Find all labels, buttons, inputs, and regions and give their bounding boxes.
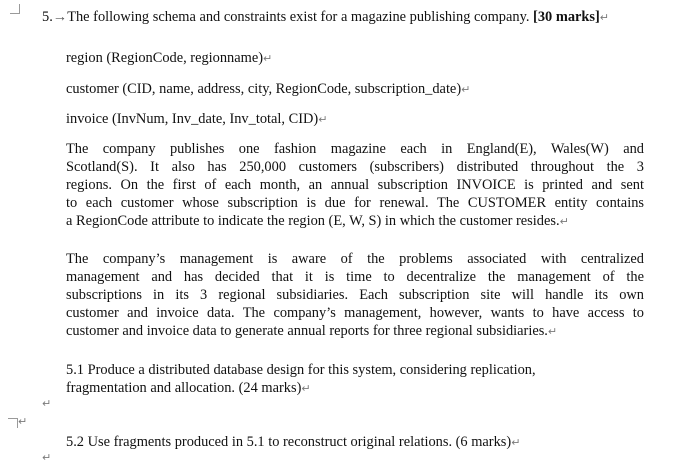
paragraph-mark: ↵ [559,215,569,228]
task-5-1-text: fragmentation and allocation. (24 marks) [66,380,302,396]
paragraph-mark: ↵ [599,11,610,24]
task-5-1-line-1 [66,361,536,379]
paragraph-line: regions. On the first of each month, an annual subscription INVOICE is printed and sent [66,177,644,193]
page-corner-mark-top [10,4,20,14]
paragraph-mark: ↵ [547,325,558,338]
schema-region [66,49,272,68]
paragraph-management [66,250,644,341]
paragraph-mark: ↵ [42,397,52,410]
page-corner-mark-bottom [8,418,18,428]
schema-customer-text: customer (CID, name, address, city, RegionCode, subscription_date) [66,81,462,97]
question-number: 5. [42,9,53,25]
schema-invoice [66,110,327,129]
schema-region-text: region (RegionCode, regionname) [66,50,264,66]
tab-arrow-mark: → [52,9,68,25]
paragraph-mark: ↵ [301,382,311,395]
schema-customer [66,80,470,99]
paragraph-line: to each customer whose subscription is due for renewal. The CUSTOMER entity contains [66,195,644,211]
paragraph-line: subscriptions in its 3 regional subsidiaries. Each subscription site will handle its own [66,287,644,303]
paragraph-mark: ↵ [18,415,28,428]
paragraph-last-line [66,212,644,231]
question-marks: [30 marks] [533,9,600,25]
paragraph-line: Scotland(S). It also has 250,000 customers (subscribers) distributed throughout the 3 [66,159,644,175]
paragraph-company-description [66,140,644,231]
paragraph-line: customer and invoice data to generate annual reports for three regional subsidiaries. [66,323,548,339]
question-text: The following schema and constraints exist for a magazine publishing company. [67,9,530,25]
paragraph-line: customer and invoice data. The company’s management, however, wants to have access to [66,305,644,321]
paragraph-line: The company publishes one fashion magazine each in England(E), Wales(W) and [66,141,644,157]
paragraph-mark: ↵ [42,451,52,464]
paragraph-last-line [66,322,644,341]
paragraph-line: a RegionCode attribute to indicate the region (E, W, S) in which the customer resides. [66,213,560,229]
task-5-2 [66,433,520,452]
task-5-1-line-2 [66,379,311,398]
task-5-1-text: 5.1 Produce a distributed database design for this system, considering replication, [66,362,536,378]
paragraph-line: management and has decided that it is time to decentralize the management of the [66,269,644,285]
paragraph-mark: ↵ [318,113,328,126]
schema-invoice-text: invoice (InvNum, Inv_date, Inv_total, CID) [66,111,319,127]
paragraph-mark: ↵ [511,436,521,449]
paragraph-mark: ↵ [263,52,273,65]
paragraph-mark: ↵ [461,83,471,96]
question-heading [42,8,609,27]
task-5-2-text: 5.2 Use fragments produced in 5.1 to reconstruct original relations. (6 marks) [66,434,512,450]
paragraph-line: The company’s management is aware of the problems associated with centralized [66,251,644,267]
